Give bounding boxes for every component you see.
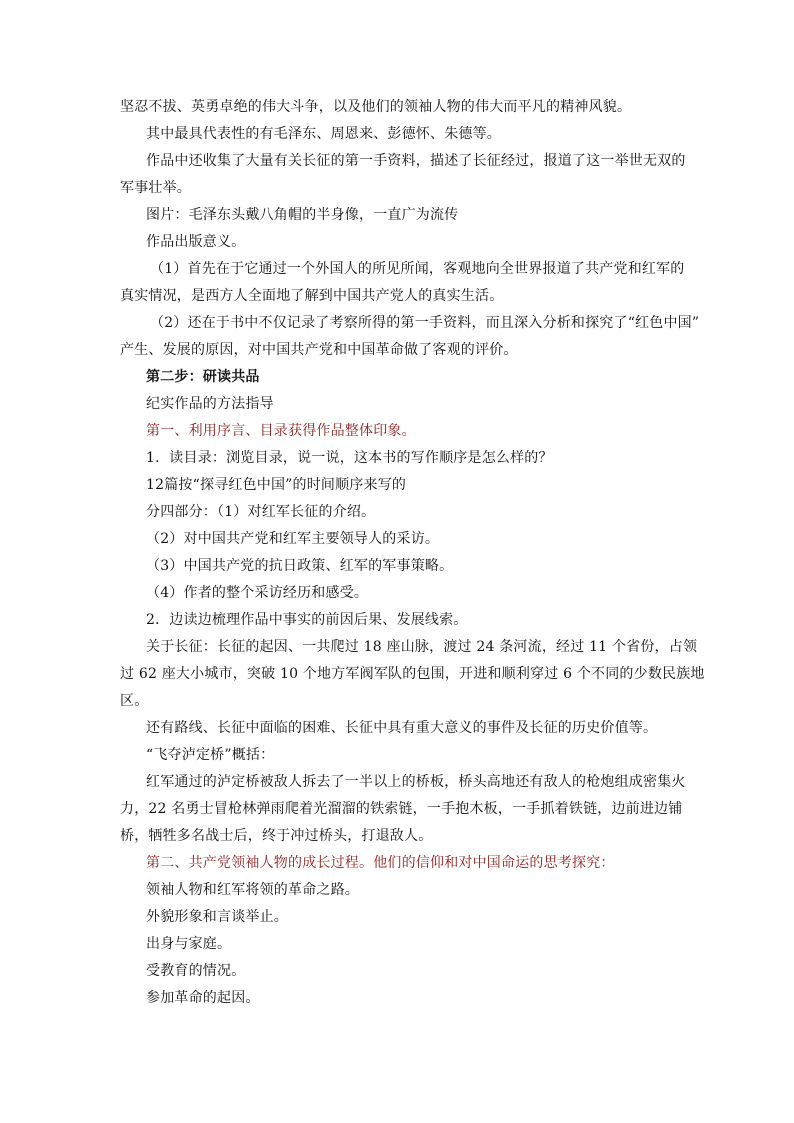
paragraph-line: 12篇按“探寻红色中国”的时间顺序来写的 [146, 477, 407, 493]
paragraph-line: （4）作者的整个采访经历和感受。 [146, 585, 369, 601]
subsection-heading: 第二、共产党领袖人物的成长过程。他们的信仰和对中国命运的思考探究： [146, 855, 615, 871]
paragraph-line: “飞夺泸定桥”概括： [146, 747, 275, 763]
paragraph-line: 桥，牺牲多名战士后，终于冲过桥头，打退敌人。 [120, 828, 433, 844]
paragraph-line: 受教育的情况。 [146, 963, 246, 979]
paragraph-line: 分四部分：（1）对红军长征的介绍。 [146, 504, 376, 520]
paragraph-line: 领袖人物和红军将领的革命之路。 [146, 882, 359, 898]
paragraph-line: 其中最具代表性的有毛泽东、周恩来、彭德怀、朱德等。 [146, 126, 501, 142]
paragraph-line: 区。 [120, 693, 149, 709]
paragraph-line: 作品中还收集了大量有关长征的第一手资料，描述了长征经过，报道了这一举世无双的 [146, 153, 686, 169]
paragraph-line: 1．读目录：浏览目录，说一说，这本书的写作顺序是怎么样的？ [146, 450, 553, 466]
subsection-heading: 第一、利用序言、目录获得作品整体印象。 [146, 423, 416, 439]
paragraph-line: （1）首先在于它通过一个外国人的所见所闻，客观地向全世界报道了共产党和红军的 [150, 261, 685, 277]
paragraph-line: 外貌形象和言谈举止。 [146, 909, 288, 925]
paragraph-line: 坚忍不拔、英勇卓绝的伟大斗争，以及他们的领袖人物的伟大而平凡的精神风貌。 [120, 99, 632, 115]
paragraph-line: 关于长征：长征的起因、一共爬过 18 座山脉，渡过 24 条河流，经过 11 个省份，占领 [146, 639, 698, 655]
paragraph-line: 军事壮举。 [120, 180, 191, 196]
paragraph-line: （2）对中国共产党和红军主要领导人的采访。 [146, 531, 440, 547]
paragraph-line: 产生、发展的原因，对中国共产党和中国革命做了客观的评价。 [120, 342, 518, 358]
paragraph-line: 2．边读边梳理作品中事实的前因后果、发展线索。 [146, 612, 468, 628]
paragraph-line: 过 62 座大小城市，突破 10 个地方军阀军队的包围，开进和顺利穿过 6 个不同的少数民族地 [120, 666, 705, 682]
paragraph-line: 作品出版意义。 [146, 234, 246, 250]
paragraph-line: 出身与家庭。 [146, 936, 232, 952]
paragraph-line: 纪实作品的方法指导 [146, 396, 274, 412]
paragraph-line: （2）还在于书中不仅记录了考察所得的第一手资料，而且深入分析和探究了“红色中国” [150, 315, 700, 331]
paragraph-line: 红军通过的泸定桥被敌人拆去了一半以上的桥板，桥头高地还有敌人的枪炮组成密集火 [146, 774, 686, 790]
section-heading: 第二步：研读共品 [146, 369, 260, 385]
paragraph-line: 还有路线、长征中面临的困难、长征中具有重大意义的事件及长征的历史价值等。 [146, 720, 658, 736]
paragraph-line: 参加革命的起因。 [146, 990, 260, 1006]
paragraph-line: （3）中国共产党的抗日政策、红军的军事策略。 [146, 558, 454, 574]
paragraph-line: 真实情况，是西方人全面地了解到中国共产党人的真实生活。 [120, 288, 504, 304]
paragraph-line: 力，22 名勇士冒枪林弹雨爬着光溜溜的铁索链，一手抱木板，一手抓着铁链，边前进边铺 [120, 801, 683, 817]
paragraph-line: 图片：毛泽东头戴八角帽的半身像，一直广为流传 [146, 207, 459, 223]
